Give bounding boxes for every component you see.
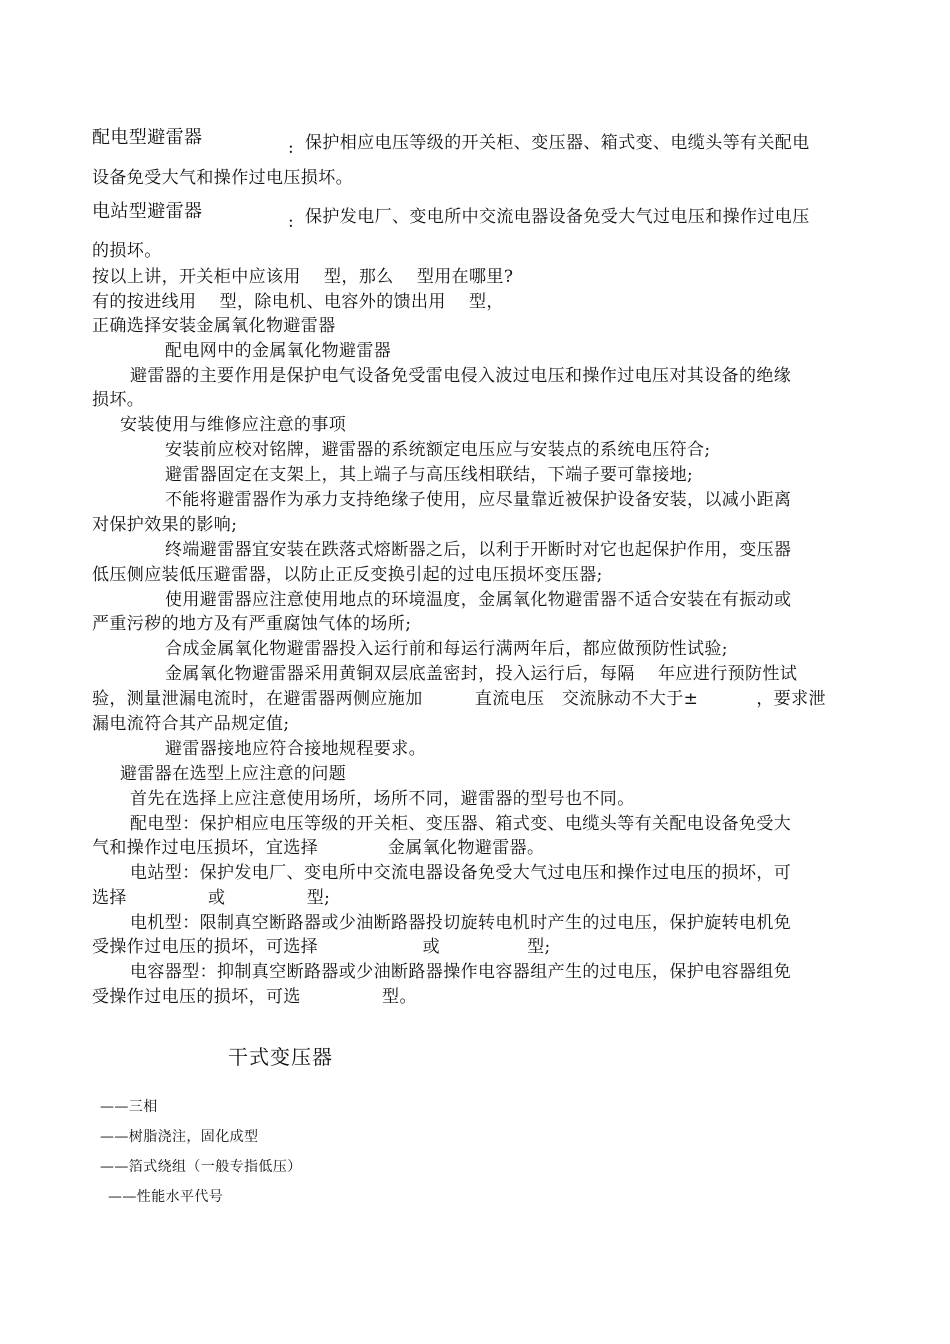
item-7a: 金属氧化物避雷器采用黄铜双层底盖密封，投入运行后，每隔 年应进行预防性试 (165, 664, 798, 684)
section-install: 安装使用与维修应注意的事项 (120, 415, 347, 435)
zd-text-2: 的损坏。 (92, 241, 162, 261)
pd-colon: : (288, 138, 295, 158)
item-5a: 使用避雷器应注意使用地点的环境温度，金属氧化物避雷器不适合安装在有振动或 (165, 590, 792, 610)
item-4b: 低压侧应装低压避雷器，以防止正反变换引起的过电压损坏变压器; (92, 565, 603, 585)
text-5b: 受操作过电压的损坏，可选 型。 (92, 987, 417, 1007)
transformer-item-3: ——箔式绕组（一般专指低压） (100, 1159, 302, 1175)
transformer-item-4: ——性能水平代号 (108, 1189, 224, 1205)
item-3b: 对保护效果的影响; (92, 515, 238, 535)
item-2: 避雷器固定在支架上，其上端子与高压线相联结，下端子要可靠接地; (165, 465, 694, 485)
item-3a: 不能将避雷器作为承力支持绝缘子使用，应尽量靠近被保护设备安装，以减小距离 (165, 490, 792, 510)
item-7b: 验，测量泄漏电流时，在避雷器两侧应施加 直流电压 交流脉动不大于± ，要求泄 (92, 689, 826, 709)
question-3: 正确选择安装金属氧化物避雷器 (92, 316, 336, 336)
text-5a: 电容器型：抑制真空断路器或少油断路器操作电容器组产生的过电压，保护电容器组免 (130, 962, 792, 982)
question-2: 有的按进线用 型，除电机、电容外的馈出用 型， (92, 292, 504, 312)
transformer-item-2: ——树脂浇注，固化成型 (100, 1129, 259, 1145)
text-4a: 电机型：限制真空断路器或少油断路器投切旋转电机时产生的过电压，保护旋转电机免 (130, 913, 792, 933)
pd-text-2: 设备免受大气和操作过电压损坏。 (92, 168, 353, 188)
para-1a: 避雷器的主要作用是保护电气设备免受雷电侵入波过电压和操作过电压对其设备的绝缘 (130, 366, 792, 386)
item-1: 安装前应校对铭牌，避雷器的系统额定电压应与安装点的系统电压符合; (165, 440, 711, 460)
text-1: 首先在选择上应注意使用场所，场所不同，避雷器的型号也不同。 (130, 789, 635, 809)
item-6: 合成金属氧化物避雷器投入运行前和每运行满两年后，都应做预防性试验; (165, 639, 728, 659)
pd-text: 保护相应电压等级的开关柜、变压器、箱式变、电缆头等有关配电 (305, 133, 810, 153)
pd-heading: 配电型避雷器 (92, 127, 203, 148)
zd-text: 保护发电厂、变电所中交流电器设备免受大气过电压和操作过电压 (305, 207, 810, 227)
item-7c: 漏电流符合其产品规定值; (92, 714, 290, 734)
transformer-title: 干式变压器 (228, 1045, 333, 1069)
text-3b: 选择 或 型; (92, 888, 331, 908)
text-4b: 受操作过电压的损坏，可选择 或 型; (92, 937, 551, 957)
item-4a: 终端避雷器宜安装在跌落式熔断器之后，以利于开断时对它也起保护作用，变压器 (165, 540, 792, 560)
para-1b: 损坏。 (92, 390, 145, 410)
section-title-mov: 配电网中的金属氧化物避雷器 (165, 341, 392, 361)
question-1: 按以上讲，开关柜中应该用 型，那么 型用在哪里? (92, 267, 514, 287)
text-3a: 电站型：保护发电厂、变电所中交流电器设备免受大气过电压和操作过电压的损坏，可 (130, 863, 792, 883)
transformer-item-1: ——三相 (100, 1099, 158, 1115)
text-2b: 气和操作过电压损坏，宜选择 金属氧化物避雷器。 (92, 838, 545, 858)
item-5b: 严重污秽的地方及有严重腐蚀气体的场所; (92, 614, 412, 634)
item-8: 避雷器接地应符合接地规程要求。 (165, 739, 426, 759)
text-2a: 配电型：保护相应电压等级的开关柜、变压器、箱式变、电缆头等有关配电设备免受大 (130, 814, 792, 834)
section-selection: 避雷器在选型上应注意的问题 (120, 764, 347, 784)
zd-colon: : (288, 212, 295, 232)
zd-heading: 电站型避雷器 (92, 201, 203, 222)
